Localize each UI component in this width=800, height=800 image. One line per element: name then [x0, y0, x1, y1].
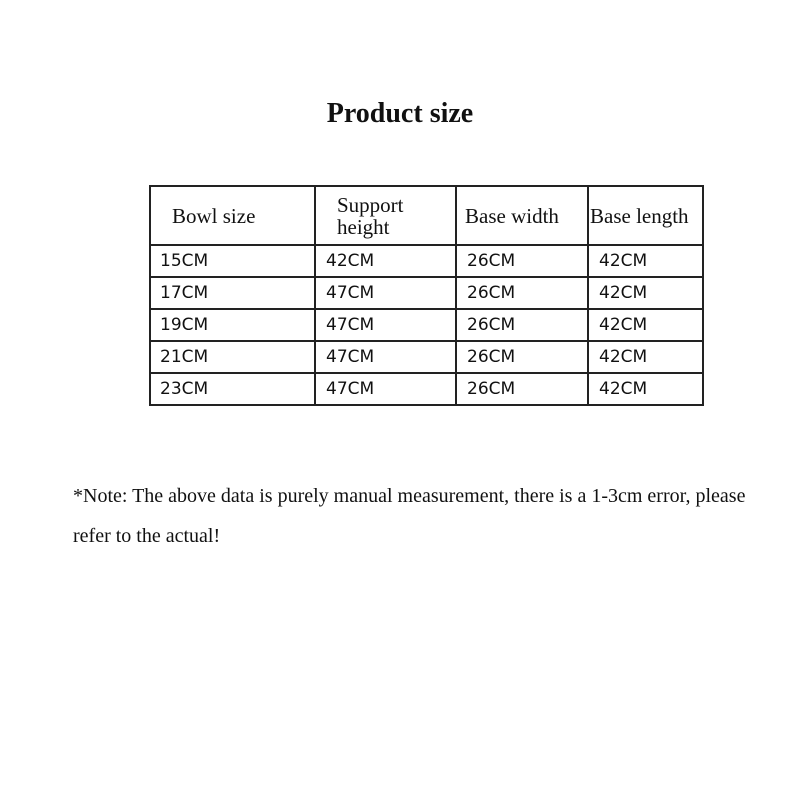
cell-bowl-size: 17CM — [150, 277, 315, 309]
cell-base-width: 26CM — [456, 341, 588, 373]
table-header-row — [150, 186, 703, 245]
cell-bowl-size: 21CM — [150, 341, 315, 373]
size-table — [149, 185, 704, 406]
cell-bowl-size: 19CM — [150, 309, 315, 341]
cell-bowl-size: 15CM — [150, 245, 315, 277]
cell-support-height: 47CM — [315, 309, 456, 341]
table-row — [150, 341, 703, 373]
header-bowl-size: Bowl size — [150, 186, 315, 245]
cell-support-height: 47CM — [315, 277, 456, 309]
cell-support-height: 47CM — [315, 373, 456, 405]
table-row — [150, 309, 703, 341]
table-row — [150, 245, 703, 277]
cell-base-length: 42CM — [588, 373, 703, 405]
cell-base-width: 26CM — [456, 277, 588, 309]
cell-bowl-size: 23CM — [150, 373, 315, 405]
cell-base-length: 42CM — [588, 277, 703, 309]
cell-base-width: 26CM — [456, 309, 588, 341]
measurement-note: *Note: The above data is purely manual measurement, there is a 1-3cm error, please refer to the actual! — [73, 485, 746, 547]
cell-base-length: 42CM — [588, 309, 703, 341]
header-base-length: Base length — [588, 186, 703, 245]
cell-support-height: 42CM — [315, 245, 456, 277]
table-row — [150, 277, 703, 309]
page-title: Product size — [326, 98, 474, 129]
cell-base-width: 26CM — [456, 373, 588, 405]
header-support-height: Support height — [315, 186, 456, 245]
table-row — [150, 373, 703, 405]
cell-base-length: 42CM — [588, 245, 703, 277]
cell-base-width: 26CM — [456, 245, 588, 277]
cell-support-height: 47CM — [315, 341, 456, 373]
header-base-width: Base width — [456, 186, 588, 245]
cell-base-length: 42CM — [588, 341, 703, 373]
